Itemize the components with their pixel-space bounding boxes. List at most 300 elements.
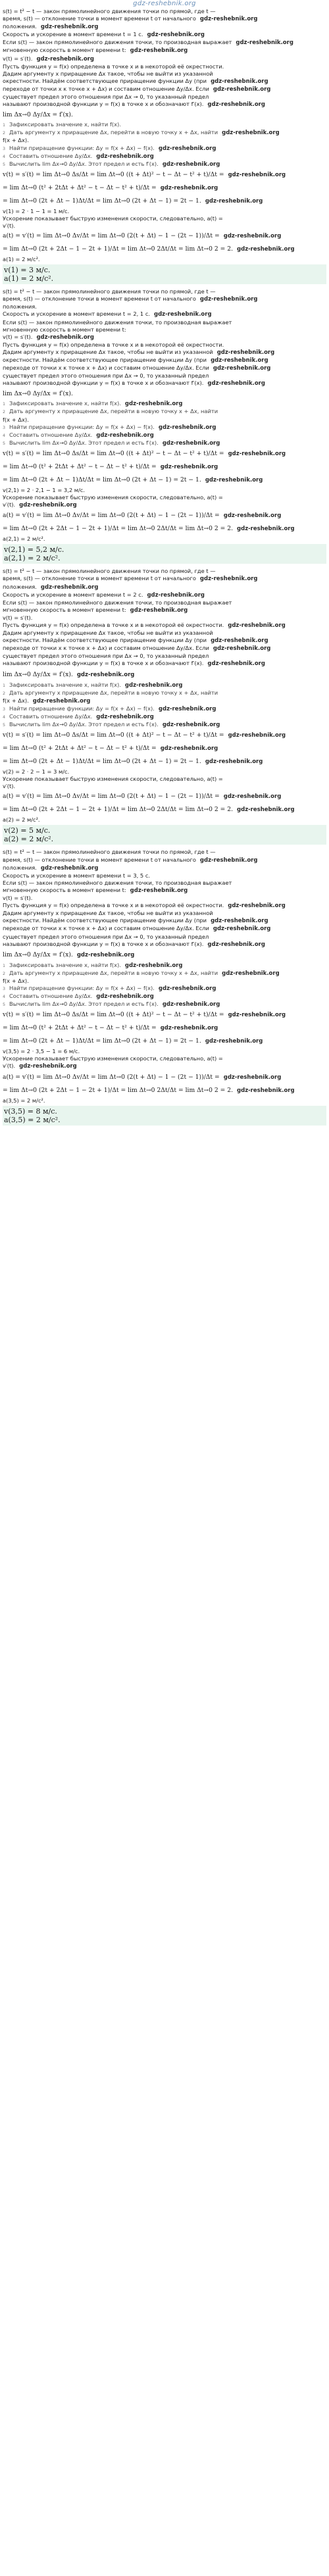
line-text: v(2) = 2 · 2 − 1 = 3 м/с. <box>3 768 70 776</box>
text-line <box>3 39 326 47</box>
watermark-text: gdz-reshebnik.org <box>213 645 271 653</box>
watermark-text: gdz-reshebnik.org <box>19 502 77 509</box>
watermark-text: gdz-reshebnik.org <box>158 985 216 992</box>
line-text: окрестности. Найдём соответствующее приращение функции Δy (при <box>3 637 207 644</box>
text-line <box>3 902 326 910</box>
watermark-text: gdz-reshebnik.org <box>237 246 295 253</box>
answer-line: v(2) = 5 м/с. <box>4 826 51 835</box>
solution-step <box>3 424 326 432</box>
watermark-text: gdz-reshebnik.org <box>211 357 268 364</box>
text-line <box>3 101 326 109</box>
text-line <box>3 895 326 902</box>
line-text: v(t) = s′(t). <box>3 55 33 62</box>
solution-step <box>3 1001 326 1008</box>
text-line <box>3 591 326 599</box>
solution-section <box>3 288 326 564</box>
line-text: v(t) = s′(t). <box>3 895 33 902</box>
text-line <box>3 925 326 933</box>
formula-line <box>3 1022 326 1035</box>
formula-line <box>3 509 326 522</box>
line-text: v(3,5) = 2 · 3,5 − 1 = 6 м/с. <box>3 1048 80 1055</box>
line-text: называют производной функции y = f(x) в точке x и обозначают f′(x). <box>3 101 204 108</box>
line-text: = lim Δt→0 (2t + 2Δt − 1 − 2t + 1)/Δt = lim Δt→0 2Δt/Δt = lim Δt→0 2 = 2. <box>3 525 234 533</box>
text-line <box>3 697 326 705</box>
line-text: a(3,5) = 2 м/с². <box>3 1097 45 1104</box>
line-text: v(t) = s′(t) = lim Δt→0 Δs/Δt = lim Δt→0 ((t + Δt)² − t − Δt − t² + t)/Δt = <box>3 170 224 178</box>
text-line <box>3 887 326 895</box>
watermark-text: gdz-reshebnik.org <box>40 583 99 591</box>
line-text: a(1) = 2 м/с². <box>3 256 40 263</box>
formula-line <box>3 195 326 208</box>
line-text: положения. <box>3 864 37 871</box>
line-text: положения. <box>3 583 37 590</box>
watermark-text: gdz-reshebnik.org <box>223 512 282 520</box>
formula-line <box>3 755 326 768</box>
line-text: называют производной функции y = f(x) в точке x и обозначают f′(x). <box>3 380 204 387</box>
line-text: называют производной функции y = f(x) в точке x и обозначают f′(x). <box>3 940 204 947</box>
watermark-text: gdz-reshebnik.org <box>222 970 280 977</box>
text-line <box>3 917 326 925</box>
line-text: s(t) = t² − t — закон прямолинейного движения точки по прямой, где t — <box>3 568 216 575</box>
watermark-text: gdz-reshebnik.org <box>223 793 282 801</box>
line-text: Скорость и ускорение в момент времени t = 1 с. <box>3 31 143 38</box>
line-text: v(t) = s′(t). <box>3 333 33 340</box>
line-text: Найти приращение функции: Δy = f(x + Δx) − f(x). <box>9 984 155 991</box>
step-number: 3 <box>3 424 6 430</box>
formula-line <box>3 182 326 195</box>
step-number: 5 <box>3 1002 6 1008</box>
text-line <box>3 768 326 776</box>
solution-step <box>3 145 326 153</box>
line-text: переходе от точки x к точке x + Δx) и составим отношение Δy/Δx. Если <box>3 925 209 932</box>
solution-step <box>3 970 326 978</box>
line-text: Если s(t) — закон прямолинейного движения точки, то производная выражает <box>3 879 232 886</box>
text-line <box>3 487 326 494</box>
formula-line <box>3 1071 326 1084</box>
line-text: lim Δx→0 Δy/Δx = f′(x). <box>3 111 73 119</box>
line-text: Если s(t) — закон прямолинейного движения точки, то производная выражает <box>3 599 232 606</box>
solution-step <box>3 962 326 970</box>
step-number: 2 <box>3 409 6 415</box>
watermark-text: gdz-reshebnik.org <box>96 153 154 160</box>
line-text: Вычислить lim Δx→0 Δy/Δx. Этот предел и есть f′(x). <box>9 721 159 728</box>
step-number: 5 <box>3 722 6 728</box>
text-line <box>3 910 326 917</box>
watermark-text: gdz-reshebnik.org <box>160 463 218 470</box>
watermark-text: gdz-reshebnik.org <box>32 697 91 705</box>
line-text: Ускорение показывает быструю изменения скорости, следовательно, a(t) = <box>3 1055 223 1062</box>
line-text: переходе от точки x к точке x + Δx) и составим отношение Δy/Δx. Если <box>3 645 209 652</box>
solution-step <box>3 161 326 168</box>
watermark-text: gdz-reshebnik.org <box>158 705 216 712</box>
text-line <box>3 568 326 575</box>
text-line <box>3 575 326 583</box>
text-line <box>3 63 326 70</box>
formula-line <box>3 949 326 962</box>
line-text: s(t) = t² − t — закон прямолинейного движения точки по прямой, где t — <box>3 288 216 295</box>
answer-line: v(3,5) = 8 м/с. <box>4 1106 57 1116</box>
line-text: Вычислить lim Δx→0 Δy/Δx. Этот предел и есть f′(x). <box>9 160 159 167</box>
text-line <box>3 535 326 543</box>
line-text: время, s(t) — отклонение точки в момент времени t от начального <box>3 295 196 303</box>
watermark-text: gdz-reshebnik.org <box>216 349 275 356</box>
line-text: время, s(t) — отклонение точки в момент времени t от начального <box>3 15 196 22</box>
watermark-text: gdz-reshebnik.org <box>124 681 183 689</box>
step-number: 1 <box>3 122 6 128</box>
watermark-text: gdz-reshebnik.org <box>40 864 99 872</box>
watermark-text: gdz-reshebnik.org <box>207 101 265 109</box>
formula-line <box>3 1084 326 1097</box>
line-text: Зафиксировать значение x, найти f(x). <box>9 121 121 128</box>
formula-line <box>3 729 326 742</box>
step-number: 1 <box>3 682 6 688</box>
line-text: v′(t). <box>3 222 16 229</box>
text-line <box>3 614 326 622</box>
text-line <box>3 137 326 144</box>
line-text: a(t) = v′(t) = lim Δt→0 Δv/Δt = lim Δt→0 (2(t + Δt) − 1 − (2t − 1))/Δt = <box>3 512 220 520</box>
watermark-text: gdz-reshebnik.org <box>96 713 154 720</box>
text-line <box>3 607 326 614</box>
line-text: существует предел этого отношения при Δx → 0, то указанный предел <box>3 653 209 660</box>
line-text: v′(t). <box>3 501 16 508</box>
line-text: v′(t). <box>3 783 16 790</box>
step-number: 2 <box>3 970 6 976</box>
formula-line <box>3 790 326 803</box>
line-text: Дадим аргументу x приращение Δx такое, чтобы не выйти из указанной <box>3 910 213 917</box>
watermark-text: gdz-reshebnik.org <box>130 47 188 55</box>
answer-box <box>3 264 326 284</box>
line-text: = lim Δt→0 (2t + Δt − 1)Δt/Δt = lim Δt→0 (2t + Δt − 1) = 2t − 1. <box>3 197 201 205</box>
line-text: s(t) = t² − t — закон прямолинейного движения точки по прямой, где t — <box>3 849 216 856</box>
line-text: a(2) = 2 м/с². <box>3 816 40 824</box>
line-text: Составить отношение Δy/Δx. <box>9 152 93 159</box>
line-text: существует предел этого отношения при Δx → 0, то указанный предел <box>3 933 209 940</box>
watermark-text: gdz-reshebnik.org <box>162 722 220 728</box>
watermark-text: gdz-reshebnik.org <box>228 732 286 739</box>
watermark-text: gdz-reshebnik.org <box>211 918 268 925</box>
line-text: Дадим аргументу x приращение Δx такое, чтобы не выйти из указанной <box>3 630 213 637</box>
line-text: a(t) = v′(t) = lim Δt→0 Δv/Δt = lim Δt→0 (2(t + Δt) − 1 − (2t − 1))/Δt = <box>3 1073 220 1081</box>
text-line <box>3 599 326 607</box>
watermark-text: gdz-reshebnik.org <box>236 39 293 47</box>
text-line <box>3 334 326 341</box>
watermark-text: gdz-reshebnik.org <box>160 745 218 753</box>
line-text: время, s(t) — отклонение точки в момент времени t от начального <box>3 575 196 582</box>
formula-line <box>3 230 326 243</box>
text-line <box>3 637 326 645</box>
line-text: v(t) = s′(t) = lim Δt→0 Δs/Δt = lim Δt→0 ((t + Δt)² − t − Δt − t² + t)/Δt = <box>3 731 224 739</box>
watermark-text: gdz-reshebnik.org <box>205 476 263 483</box>
watermark-text: gdz-reshebnik.org <box>147 591 205 599</box>
text-line <box>3 583 326 591</box>
watermark-text: gdz-reshebnik.org <box>158 424 216 431</box>
text-line <box>3 1097 326 1104</box>
watermark-text: gdz-reshebnik.org <box>124 962 183 969</box>
line-text: Зафиксировать значение x, найти f(x). <box>9 961 121 968</box>
line-text: положения. <box>3 303 37 310</box>
formula-line <box>3 742 326 755</box>
watermark-text: gdz-reshebnik.org <box>199 296 258 303</box>
watermark-text: gdz-reshebnik.org <box>96 993 154 1001</box>
answer-line: a(2) = 2 м/с². <box>4 835 54 844</box>
line-text: Если s(t) — закон прямолинейного движения точки, то производная выражает <box>3 318 232 326</box>
step-number: 5 <box>3 440 6 446</box>
step-number: 4 <box>3 432 6 438</box>
line-text: = lim Δt→0 (2t + Δt − 1)Δt/Δt = lim Δt→0 (2t + Δt − 1) = 2t − 1. <box>3 1037 201 1045</box>
line-text: f(x + Δx). <box>3 137 29 144</box>
line-text: Пусть функция y = f(x) определена в точке x и в некоторой её окрестности. <box>3 621 224 628</box>
watermark-text: gdz-reshebnik.org <box>160 1025 218 1032</box>
watermark-text: gdz-reshebnik.org <box>162 439 220 447</box>
line-text: a(2,1) = 2 м/с². <box>3 535 45 543</box>
text-line <box>3 15 326 23</box>
line-text: мгновенную скорость в момент времени t: <box>3 47 126 54</box>
line-text: время, s(t) — отклонение точки в момент времени t от начального <box>3 856 196 863</box>
watermark-text: gdz-reshebnik.org <box>222 130 280 137</box>
text-line <box>3 864 326 872</box>
line-text: v(t) = s′(t). <box>3 614 33 621</box>
text-line <box>3 933 326 941</box>
line-text: Дать аргументу x приращение Δx, перейти в новую точку x + Δx, найти <box>9 408 218 415</box>
line-text: Ускорение показывает быструю изменения скорости, следовательно, a(t) = <box>3 494 223 501</box>
line-text: v′(t). <box>3 1062 16 1070</box>
text-line <box>3 660 326 668</box>
site-brand: gdz-reshebnik.org <box>133 0 196 7</box>
answer-box <box>3 825 326 845</box>
solution-step <box>3 713 326 721</box>
watermark-text: gdz-reshebnik.org <box>36 55 94 62</box>
text-line <box>3 288 326 295</box>
line-text: Найти приращение функции: Δy = f(x + Δx) − f(x). <box>9 144 155 151</box>
line-text: мгновенную скорость в момент времени t: <box>3 326 126 333</box>
line-text: v(2,1) = 2 · 2,1 − 1 = 3,2 м/с. <box>3 486 86 493</box>
line-text: Найти приращение функции: Δy = f(x + Δx) − f(x). <box>9 705 155 712</box>
formula-line <box>3 387 326 400</box>
watermark-text: gdz-reshebnik.org <box>228 903 286 910</box>
watermark-text: gdz-reshebnik.org <box>237 1087 295 1094</box>
answer-line: v(1) = 3 м/с. <box>4 266 51 275</box>
formula-line <box>3 1035 326 1048</box>
formula-line <box>3 668 326 681</box>
line-text: Скорость и ускорение в момент времени t = 2, 1 с. <box>3 310 151 318</box>
text-line <box>3 978 326 985</box>
watermark-text: gdz-reshebnik.org <box>76 671 135 678</box>
line-text: = lim Δt→0 (2t + 2Δt − 1 − 2t + 1)/Δt = lim Δt→0 2Δt/Δt = lim Δt→0 2 = 2. <box>3 1086 234 1094</box>
line-text: Вычислить lim Δx→0 Δy/Δx. Этот предел и есть f′(x). <box>9 1001 159 1008</box>
line-text: Если s(t) — закон прямолинейного движения точки, то производная выражает <box>3 39 232 46</box>
line-text: Составить отношение Δy/Δx. <box>9 431 93 438</box>
step-number: 2 <box>3 690 6 696</box>
formula-line <box>3 460 326 474</box>
line-text: f(x + Δx). <box>3 416 29 423</box>
solution-content <box>3 8 326 1126</box>
watermark-text: gdz-reshebnik.org <box>158 145 216 152</box>
watermark-text: gdz-reshebnik.org <box>199 16 258 23</box>
watermark-text: gdz-reshebnik.org <box>228 1012 286 1019</box>
solution-step <box>3 439 326 447</box>
text-line <box>3 494 326 501</box>
watermark-text: gdz-reshebnik.org <box>223 1074 282 1081</box>
text-line <box>3 849 326 856</box>
line-text: a(t) = v′(t) = lim Δt→0 Δv/Δt = lim Δt→0 (2(t + Δt) − 1 − (2t − 1))/Δt = <box>3 793 220 801</box>
text-line <box>3 776 326 783</box>
line-text: называют производной функции y = f(x) в точке x и обозначают f′(x). <box>3 660 204 667</box>
line-text: существует предел этого отношения при Δx → 0, то указанный предел <box>3 93 209 101</box>
watermark-text: gdz-reshebnik.org <box>36 334 94 341</box>
line-text: окрестности. Найдём соответствующее приращение функции Δy (при <box>3 77 207 84</box>
line-text: = lim Δt→0 (2t + Δt − 1)Δt/Δt = lim Δt→0 (2t + Δt − 1) = 2t − 1. <box>3 758 201 766</box>
text-line <box>3 630 326 637</box>
text-line <box>3 879 326 887</box>
watermark-text: gdz-reshebnik.org <box>205 197 263 205</box>
line-text: = lim Δt→0 (2t + 2Δt − 1 − 2t + 1)/Δt = lim Δt→0 2Δt/Δt = lim Δt→0 2 = 2. <box>3 806 234 814</box>
watermark-text: gdz-reshebnik.org <box>211 637 268 645</box>
line-text: v(1) = 2 · 1 − 1 = 1 м/с. <box>3 207 70 214</box>
watermark-text: gdz-reshebnik.org <box>207 660 265 668</box>
text-line <box>3 645 326 653</box>
text-line <box>3 78 326 86</box>
text-line <box>3 1062 326 1070</box>
text-line <box>3 326 326 334</box>
line-text: Скорость и ускорение в момент времени t = 2 с. <box>3 591 143 598</box>
watermark-text: gdz-reshebnik.org <box>228 450 286 457</box>
line-text: Составить отношение Δy/Δx. <box>9 993 93 1000</box>
text-line <box>3 416 326 424</box>
line-text: = lim Δt→0 (t² + 2tΔt + Δt² − t − Δt − t² + t)/Δt = <box>3 462 157 470</box>
line-text: = lim Δt→0 (t² + 2tΔt + Δt² − t − Δt − t² + t)/Δt = <box>3 745 157 753</box>
watermark-text: gdz-reshebnik.org <box>213 365 271 372</box>
line-text: lim Δx→0 Δy/Δx = f′(x). <box>3 670 73 678</box>
text-line <box>3 31 326 39</box>
text-line <box>3 1055 326 1062</box>
answer-line: a(2,1) = 2 м/с². <box>4 554 61 563</box>
line-text: Найти приращение функции: Δy = f(x + Δx) − f(x). <box>9 423 155 430</box>
watermark-text: gdz-reshebnik.org <box>211 78 268 85</box>
solution-section <box>3 849 326 1125</box>
line-text: Дадим аргументу x приращение Δx такое, чтобы не выйти из указанной <box>3 70 213 77</box>
solution-step <box>3 400 326 408</box>
line-text: lim Δx→0 Δy/Δx = f′(x). <box>3 390 73 398</box>
watermark-text: gdz-reshebnik.org <box>205 758 263 766</box>
formula-line <box>3 803 326 816</box>
line-text: v(t) = s′(t) = lim Δt→0 Δs/Δt = lim Δt→0 ((t + Δt)² − t − Δt − t² + t)/Δt = <box>3 1011 224 1019</box>
line-text: = lim Δt→0 (t² + 2tΔt + Δt² − t − Δt − t² + t)/Δt = <box>3 184 157 191</box>
watermark-text: gdz-reshebnik.org <box>19 1063 77 1070</box>
solution-step <box>3 408 326 416</box>
solution-step <box>3 993 326 1001</box>
watermark-text: gdz-reshebnik.org <box>124 401 183 408</box>
step-number: 4 <box>3 714 6 720</box>
line-text: = lim Δt→0 (2t + 2Δt − 1 − 2t + 1)/Δt = lim Δt→0 2Δt/Δt = lim Δt→0 2 = 2. <box>3 245 234 253</box>
watermark-text: gdz-reshebnik.org <box>213 86 271 93</box>
formula-line <box>3 522 326 535</box>
watermark-text: gdz-reshebnik.org <box>40 24 99 31</box>
text-line <box>3 256 326 263</box>
solution-section <box>3 568 326 845</box>
text-line <box>3 653 326 660</box>
text-line <box>3 93 326 101</box>
line-text: Дать аргументу x приращение Δx, перейти в новую точку x + Δx, найти <box>9 689 218 696</box>
line-text: Зафиксировать значение x, найти f(x). <box>9 400 121 407</box>
line-text: lim Δx→0 Δy/Δx = f′(x). <box>3 951 73 958</box>
text-line <box>3 70 326 78</box>
watermark-text: gdz-reshebnik.org <box>147 32 205 39</box>
solution-step <box>3 432 326 439</box>
text-line <box>3 1048 326 1055</box>
solution-step <box>3 129 326 137</box>
text-line <box>3 215 326 222</box>
text-line <box>3 8 326 15</box>
text-line <box>3 622 326 630</box>
line-text: Дать аргументу x приращение Δx, перейти в новую точку x + Δx, найти <box>9 969 218 976</box>
watermark-text: gdz-reshebnik.org <box>162 161 220 168</box>
watermark-text: gdz-reshebnik.org <box>223 233 282 240</box>
line-text: мгновенную скорость в момент времени t: <box>3 606 126 613</box>
watermark-text: gdz-reshebnik.org <box>228 622 286 629</box>
solution-step <box>3 721 326 729</box>
text-line <box>3 364 326 372</box>
text-line <box>3 319 326 326</box>
watermark-text: gdz-reshebnik.org <box>199 856 258 864</box>
watermark-text: gdz-reshebnik.org <box>130 887 188 894</box>
answer-line: a(1) = 2 м/с². <box>4 274 54 284</box>
line-text: положения. <box>3 23 37 30</box>
watermark-text: gdz-reshebnik.org <box>76 951 135 958</box>
watermark-text: gdz-reshebnik.org <box>228 171 286 178</box>
text-line <box>3 941 326 949</box>
step-number: 3 <box>3 145 6 151</box>
formula-line <box>3 109 326 121</box>
text-line <box>3 816 326 824</box>
line-text: Пусть функция y = f(x) определена в точке x и в некоторой её окрестности. <box>3 341 224 348</box>
answer-box <box>3 1106 326 1126</box>
text-line <box>3 372 326 380</box>
line-text: v(t) = s′(t) = lim Δt→0 Δs/Δt = lim Δt→0 ((t + Δt)² − t − Δt − t² + t)/Δt = <box>3 449 224 457</box>
text-line <box>3 55 326 63</box>
text-line <box>3 86 326 93</box>
watermark-text: gdz-reshebnik.org <box>205 1038 263 1045</box>
line-text: Зафиксировать значение x, найти f(x). <box>9 681 121 688</box>
watermark-text: gdz-reshebnik.org <box>237 806 295 814</box>
solution-step <box>3 681 326 689</box>
step-number: 4 <box>3 994 6 1000</box>
solution-step <box>3 153 326 161</box>
text-line <box>3 303 326 310</box>
line-text: Дать аргументу x приращение Δx, перейти в новую точку x + Δx, найти <box>9 129 218 136</box>
watermark-text: gdz-reshebnik.org <box>207 380 265 387</box>
answer-box <box>3 544 326 564</box>
text-line <box>3 783 326 790</box>
formula-line <box>3 474 326 487</box>
solution-step <box>3 689 326 697</box>
line-text: мгновенную скорость в момент времени t: <box>3 886 126 893</box>
text-line <box>3 380 326 387</box>
line-text: = lim Δt→0 (t² + 2tΔt + Δt² − t − Δt − t² + t)/Δt = <box>3 1024 157 1032</box>
line-text: Дадим аргументу x приращение Δx такое, чтобы не выйти из указанной <box>3 348 213 355</box>
line-text: f(x + Δx). <box>3 697 29 704</box>
line-text: s(t) = t² − t — закон прямолинейного движения точки по прямой, где t — <box>3 8 216 14</box>
line-text: Вычислить lim Δx→0 Δy/Δx. Этот предел и есть f′(x). <box>9 439 159 446</box>
text-line <box>3 310 326 318</box>
watermark-text: gdz-reshebnik.org <box>154 311 212 318</box>
text-line <box>3 357 326 364</box>
watermark-text: gdz-reshebnik.org <box>237 526 295 533</box>
formula-line <box>3 1008 326 1022</box>
text-line <box>3 222 326 230</box>
step-number: 5 <box>3 161 6 167</box>
step-number: 4 <box>3 153 6 159</box>
line-text: переходе от точки x к точке x + Δx) и составим отношение Δy/Δx. Если <box>3 85 209 92</box>
